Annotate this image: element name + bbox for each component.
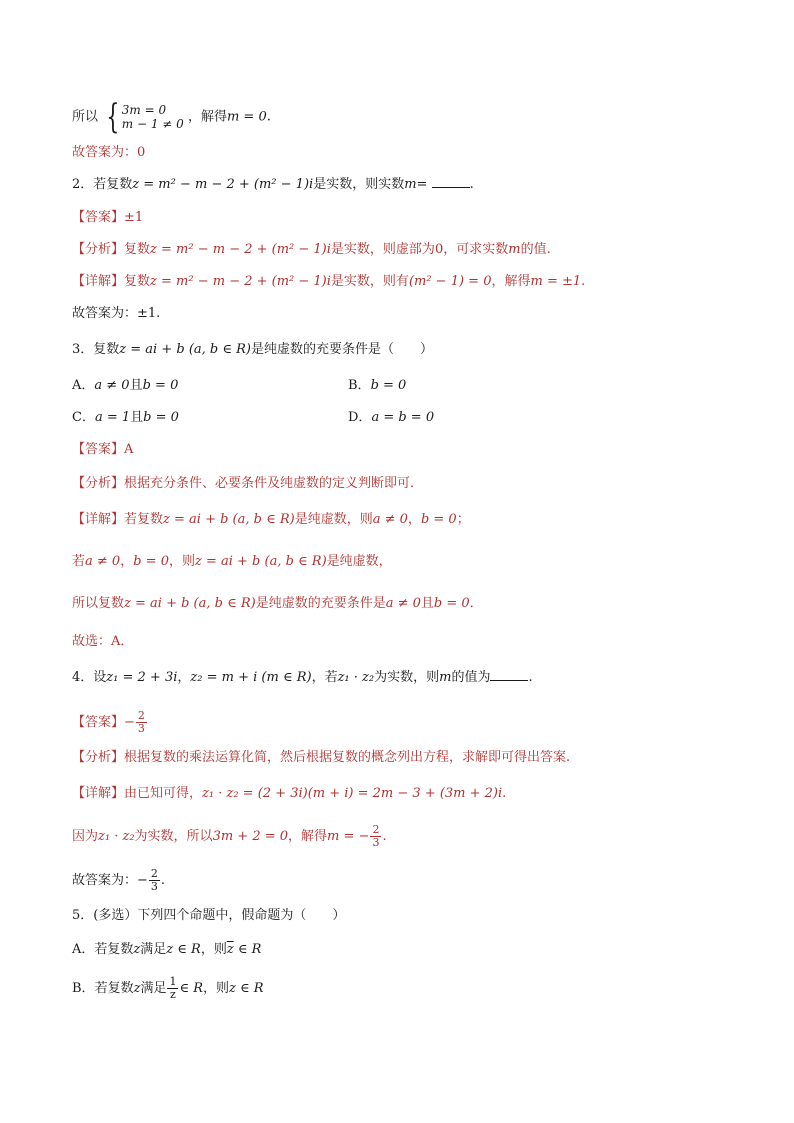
q3-line3-end: ．	[469, 596, 483, 611]
q2-final-value: ±1.	[137, 306, 161, 321]
q3-analysis-text: 根据充分条件、必要条件及纯虚数的定义判断即可．	[124, 476, 424, 491]
q2-analysis-var: m	[508, 242, 521, 257]
q5-option-b-res: z ∈ R	[229, 981, 264, 996]
q3-line3-b: 是纯虚数的充要条件是	[255, 596, 386, 611]
q2-detail-res: m = ±1	[530, 274, 582, 289]
fraction-numerator: 2	[372, 823, 380, 836]
option-b-label: B．	[348, 378, 371, 393]
q2-end: .	[469, 177, 474, 192]
q4-detail	[72, 784, 506, 804]
q4-line2-fraction	[370, 824, 381, 849]
q5-option-b-cond: ∈ R	[179, 981, 203, 996]
q3-line3-a: 所以复数	[72, 596, 125, 611]
q3-detail-a: 若复数	[124, 512, 164, 527]
q2-analysis-a: 复数	[124, 242, 151, 257]
answer-label: 故答案为：	[72, 145, 138, 160]
answer-tag: 【答案】	[72, 210, 125, 225]
q3-detail-line2	[72, 552, 392, 572]
intro-answer-line	[72, 143, 145, 163]
q5-option-a-text-b: 满足	[140, 942, 167, 957]
q2-detail-eq: (m² − 1) = 0	[408, 274, 492, 289]
option-a-label: A．	[72, 378, 95, 393]
q3-detail	[72, 510, 470, 530]
q3-answer-tag: 【答案】	[72, 442, 125, 457]
q4-analysis-tag: 【分析】	[72, 750, 125, 765]
q2-final-label: 故答案为：	[72, 306, 138, 321]
q2-detail-c: ，解得	[491, 274, 531, 289]
q2-analysis-b: 是实数，则虚部为	[330, 242, 435, 257]
q2-detail-a: 复数	[124, 274, 151, 289]
q5-option-b-text-b: 满足	[140, 981, 167, 996]
q5-option-b-z: z	[133, 981, 141, 996]
q5-option-b-label: B．	[72, 981, 95, 996]
q5-option-b-text-c: ，则	[203, 981, 230, 996]
q3-line2-c2: b = 0	[133, 554, 169, 569]
q2-analysis-d: 的值.	[520, 242, 551, 257]
detail-tag: 【详解】	[72, 274, 125, 289]
q5-option-b[interactable]	[72, 976, 264, 1001]
intro-line	[72, 97, 271, 137]
q2-answer-value: ±1	[124, 210, 144, 225]
q4-analysis	[72, 748, 570, 768]
q4-stem-d: 的值为	[451, 670, 491, 685]
fraction-numerator: 1	[169, 975, 177, 988]
fraction-numerator: 2	[137, 709, 145, 722]
q4-final	[72, 868, 165, 893]
q3-line2-a: 若	[72, 554, 86, 569]
q5-option-a-z: z	[133, 942, 141, 957]
q3-stem-a: 复数	[93, 342, 120, 357]
q4-answer-sign: −	[124, 715, 135, 730]
q2-stem	[72, 175, 474, 195]
q2-equals: =	[416, 177, 432, 192]
q4-stem-b: ，若	[311, 670, 338, 685]
answer-blank	[432, 175, 470, 188]
q5-option-b-text-a: 若复数	[94, 981, 134, 996]
answer-blank	[490, 668, 528, 681]
q4-var: m	[439, 670, 452, 685]
option-d[interactable]	[348, 408, 434, 428]
q3-detail-tag: 【详解】	[72, 512, 125, 527]
q4-answer-fraction	[136, 710, 147, 735]
q2-detail-expr: z = m² − m − 2 + (m² − 1)i	[150, 274, 331, 289]
option-c-label: C．	[72, 410, 95, 425]
q2-stem-b: 是实数，则实数	[313, 177, 405, 192]
fraction-denominator: 3	[372, 836, 380, 849]
q3-stem	[72, 340, 433, 360]
option-a-cond2: b = 0	[142, 378, 179, 393]
q3-answer	[72, 440, 133, 460]
analysis-tag: 【分析】	[72, 242, 125, 257]
q3-detail-expr: z = ai + b (a, b ∈ R)	[163, 512, 295, 527]
option-d-cond: a = b = 0	[371, 410, 435, 425]
q2-final	[72, 304, 160, 324]
q5-stem-text: (多选）下列四个命题中，假命题为（ ）	[93, 908, 346, 923]
q5-option-a-label: A．	[72, 942, 95, 957]
option-c-and: 且	[130, 410, 144, 425]
q4-end: .	[528, 670, 533, 685]
q4-stem-c: 为实数，则	[374, 670, 440, 685]
q4-detail-tag: 【详解】	[72, 786, 125, 801]
fraction-denominator: 3	[137, 722, 145, 735]
q3-detail-line3	[72, 594, 483, 614]
q4-line2-end: .	[382, 829, 387, 844]
q5-option-a[interactable]	[72, 940, 261, 960]
q3-detail-b: 是纯虚数，则	[294, 512, 373, 527]
option-a-and: 且	[129, 378, 143, 393]
equation-system: { 3m = 0 m − 1 ≠ 0	[106, 97, 184, 137]
q3-detail-c1: a ≠ 0	[372, 512, 408, 527]
option-a[interactable]	[72, 376, 178, 396]
system-line-2: m − 1 ≠ 0	[121, 117, 184, 131]
system-line-1: 3m = 0	[121, 103, 167, 117]
option-c-cond2: b = 0	[143, 410, 179, 425]
q3-line2-expr: z = ai + b (a, b ∈ R)	[194, 554, 327, 569]
intro-prefix: 所以	[72, 109, 99, 125]
q3-analysis	[72, 474, 423, 494]
q3-analysis-tag: 【分析】	[72, 476, 125, 491]
q4-cond: (m ∈ R)	[261, 670, 312, 685]
q3-detail-sep: ，	[407, 512, 421, 527]
q3-detail-end: ；	[456, 512, 470, 527]
q2-detail-b: 是实数，则有	[330, 274, 409, 289]
q2-detail	[72, 272, 585, 292]
q3-number: 3．	[72, 342, 94, 357]
fraction-numerator: 2	[150, 867, 158, 880]
q3-stem-b: 是纯虚数的充要条件是（ ）	[250, 342, 433, 357]
q2-analysis	[72, 240, 551, 260]
q5-option-a-cond: z ∈ R	[166, 942, 201, 957]
q4-line2-res: m = −	[327, 829, 370, 844]
fraction-denominator: 3	[150, 880, 158, 893]
q3-line2-sep: ，	[120, 554, 134, 569]
intro-result: m = 0	[226, 109, 267, 125]
q4-detail-end: .	[502, 786, 507, 801]
q3-line2-c1: a ≠ 0	[85, 554, 121, 569]
q4-final-label: 故答案为：	[72, 873, 138, 888]
q5-option-a-zbar: $\overline{z}$	[226, 942, 234, 957]
q4-analysis-text: 根据复数的乘法运算化简，然后根据复数的概念列出方程，求解即可得出答案.	[124, 750, 571, 765]
q3-line2-end: 是纯虚数，	[326, 554, 392, 569]
q2-detail-end: .	[581, 274, 586, 289]
q2-analysis-expr: z = m² − m − 2 + (m² − 1)i	[150, 242, 331, 257]
q3-answer-value: A	[124, 442, 134, 457]
q5-stem	[72, 906, 345, 926]
intro-mid: ，解得	[187, 109, 227, 125]
q2-stem-a: 若复数	[93, 177, 133, 192]
q4-answer-tag: 【答案】	[72, 715, 125, 730]
q5-option-a-res: ∈ R	[233, 942, 262, 957]
q3-expression: z = ai + b (a, b ∈ R)	[119, 342, 251, 357]
q4-stem	[72, 668, 533, 688]
q5-number: 5．	[72, 908, 94, 923]
q3-final	[72, 632, 133, 652]
q3-final-text: 故选：A．	[72, 634, 134, 649]
answer-value: 0	[137, 145, 146, 160]
q4-number: 4．	[72, 670, 94, 685]
fraction-denominator: z	[170, 988, 176, 1001]
q4-line2-eq: 3m + 2 = 0	[212, 829, 289, 844]
q4-final-end: .	[160, 873, 166, 888]
q4-stem-a: 设	[93, 670, 107, 685]
q3-detail-c2: b = 0	[420, 512, 457, 527]
q3-line2-b: ，则	[168, 554, 195, 569]
q4-line2-c: ，解得	[288, 829, 328, 844]
q2-number: 2．	[72, 177, 94, 192]
q4-z1: z₁ = 2 + 3i	[106, 670, 178, 685]
q4-line2-b: 为实数，所以	[134, 829, 213, 844]
q3-line3-expr: z = ai + b (a, b ∈ R)	[124, 596, 256, 611]
q4-answer	[72, 710, 148, 735]
q4-z2: z₂ = m + i	[190, 670, 258, 685]
q4-sep: ，	[177, 670, 191, 685]
q4-final-fraction	[149, 868, 160, 893]
q4-line2-prod: z₁ · z₂	[98, 829, 135, 844]
intro-end: .	[266, 109, 271, 125]
q2-analysis-zero: 0	[434, 242, 444, 257]
q3-line3-c2: b = 0	[433, 596, 470, 611]
q5-option-b-fraction	[167, 976, 178, 1001]
q2-var: m	[404, 177, 417, 192]
q4-detail-line2	[72, 824, 387, 849]
q2-answer	[72, 208, 143, 228]
q3-line3-c1: a ≠ 0	[385, 596, 421, 611]
option-a-cond1: a ≠ 0	[94, 378, 130, 393]
option-b[interactable]	[348, 376, 406, 396]
option-c[interactable]	[72, 408, 179, 428]
q4-detail-a: 由已知可得，	[124, 786, 203, 801]
q4-line2-a: 因为	[72, 829, 99, 844]
option-c-cond1: a = 1	[94, 410, 131, 425]
q4-prod: z₁ · z₂	[337, 670, 375, 685]
q2-analysis-c: ，可求实数	[443, 242, 509, 257]
q2-expression: z = m² − m − 2 + (m² − 1)i	[132, 177, 314, 192]
option-b-cond: b = 0	[370, 378, 407, 393]
option-d-label: D．	[348, 410, 372, 425]
q3-line3-and: 且	[420, 596, 434, 611]
q5-option-a-text-c: ，则	[200, 942, 227, 957]
q4-detail-expr: z₁ · z₂ = (2 + 3i)(m + i) = 2m − 3 + (3m + 2)i	[202, 786, 503, 801]
q5-option-a-text-a: 若复数	[94, 942, 134, 957]
q4-final-sign: −	[137, 873, 148, 888]
